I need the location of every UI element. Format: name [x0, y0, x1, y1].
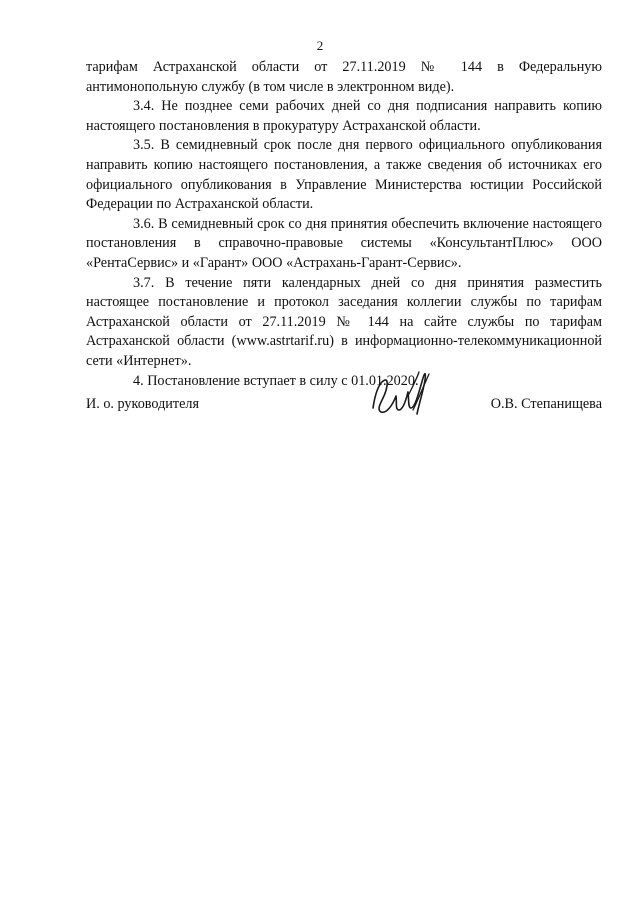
paragraph-4: 4. Постановление вступает в силу с 01.01.2020. [133, 372, 419, 389]
paragraph-continuation: тарифам Астраханской области от 27.11.2019 № 144 в Федеральную антимонопольную службу (в том числе в электронном виде). [86, 59, 602, 95]
signatory-title: И. о. руководителя [86, 396, 199, 412]
page-number: 2 [316, 38, 324, 53]
handwritten-signature [369, 364, 433, 428]
paragraph-3-7: 3.7. В течение пяти календарных дней со дня принятия разместить настоящее постановление и протокол заседания коллегии службы по тарифам Астраханской области от 27.11.2019 № 144 на сайте службы по тарифам Астраханской области (www.astrtarif.ru) в информационно-телекоммуникационной сети «Интернет». [86, 274, 602, 369]
document-body [86, 58, 602, 391]
signatory-name: О.В. Степанищева [490, 396, 602, 412]
signature-block [86, 388, 602, 428]
paragraph-3-5: 3.5. В семидневный срок после дня первого официального опубликования направить копию настоящего постановления, а также сведения об источниках его официального опубликования в Управление Министерства юстиции Российской Федерации по Астраханской области. [86, 137, 602, 213]
paragraph-3-6: 3.6. В семидневный срок со дня принятия обеспечить включение настоящего постановления в справочно-правовые системы «КонсультантПлюс» ООО «РентаСервис» и «Гарант» ООО «Астрахань-Гарант-Сервис». [86, 215, 602, 271]
paragraph-3-4: 3.4. Не позднее семи рабочих дней со дня подписания направить копию настоящего постановления в прокуратуру Астраханской области. [86, 98, 602, 134]
